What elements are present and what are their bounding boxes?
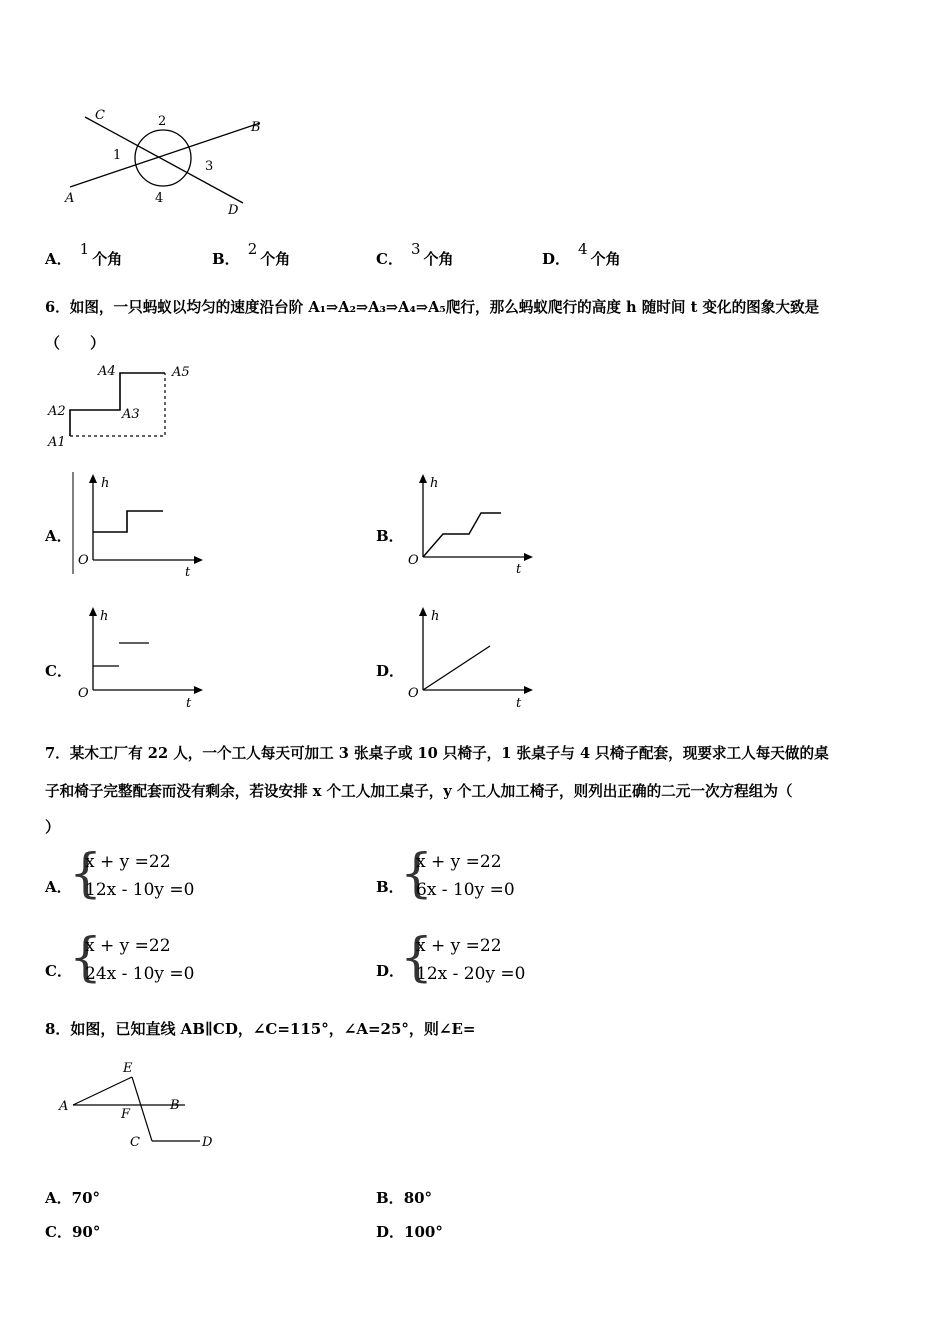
q8-option-d[interactable] <box>376 1221 443 1242</box>
option-letter: C． <box>45 1223 72 1241</box>
axis-origin: O <box>408 553 419 568</box>
option-unit: 个角 <box>590 250 621 268</box>
axis-h: h <box>431 609 440 624</box>
equation-1: x + y =22 <box>85 852 171 872</box>
line-ae <box>73 1077 132 1105</box>
q6-stem-line2: （ ） <box>45 334 106 352</box>
q8-option-c[interactable] <box>45 1221 100 1242</box>
brace-icon: { <box>69 928 103 988</box>
option-letter: D． <box>376 962 405 980</box>
brace-icon: { <box>69 844 103 904</box>
label-1: 1 <box>113 148 122 163</box>
q6-option-c-label[interactable]: C． <box>45 662 72 680</box>
label-e: E <box>123 1061 133 1076</box>
stair-dashed <box>70 373 165 436</box>
option-letter: D． <box>376 1223 405 1241</box>
option-letter: A． <box>45 1189 72 1207</box>
option-unit: 个角 <box>260 250 291 268</box>
label-a4: A4 <box>98 364 116 379</box>
q6-option-a-label[interactable]: A． <box>45 527 72 545</box>
line-ec <box>132 1077 152 1141</box>
axis-t: t <box>186 696 192 711</box>
axis-h: h <box>101 476 110 491</box>
brace-icon: { <box>400 928 434 988</box>
axis-h: h <box>100 609 109 624</box>
equation-2: 12x - 10y =0 <box>85 880 195 900</box>
label-a: A <box>59 1099 69 1114</box>
option-letter: C． <box>376 250 403 268</box>
option-letter: A． <box>45 250 72 268</box>
q5-figure <box>55 100 285 225</box>
label-b: B <box>251 120 261 135</box>
option-number: 1 <box>79 240 90 258</box>
brace-icon: { <box>400 844 434 904</box>
angle-circle <box>135 130 191 186</box>
axis-origin: O <box>78 553 89 568</box>
axis-t: t <box>516 696 522 711</box>
label-2: 2 <box>158 114 167 129</box>
option-letter: B． <box>376 878 404 896</box>
q5-option-d[interactable] <box>542 240 621 269</box>
option-value: 80° <box>403 1189 433 1207</box>
label-a1: A1 <box>48 435 66 450</box>
label-a5: A5 <box>172 365 190 380</box>
option-letter: A． <box>45 878 72 896</box>
label-4: 4 <box>155 191 164 206</box>
option-unit: 个角 <box>423 250 454 268</box>
q6-option-b-label[interactable]: B． <box>376 527 404 545</box>
axis-h: h <box>430 476 439 491</box>
option-unit: 个角 <box>92 250 123 268</box>
equation-1: x + y =22 <box>416 852 502 872</box>
label-a2: A2 <box>48 404 66 419</box>
option-number: 2 <box>247 240 258 258</box>
q8-option-a[interactable] <box>45 1187 100 1208</box>
option-value: 70° <box>71 1189 101 1207</box>
label-d: D <box>202 1135 213 1150</box>
label-d: D <box>228 203 239 218</box>
label-b: B <box>170 1098 180 1113</box>
option-number: 4 <box>578 240 588 258</box>
q7-stem-line1: 7．某木工厂有 22 人，一个工人每天可加工 3 张桌子或 10 只椅子，1 张桌子与 4 只椅子配套，现要求工人每天做的桌 <box>45 745 829 762</box>
q5-option-c[interactable] <box>376 240 454 269</box>
label-a3: A3 <box>122 407 140 422</box>
q8-figure <box>55 1055 225 1155</box>
axis-origin: O <box>78 686 89 701</box>
q6-stem-line1: 6．如图，一只蚂蚁以均匀的速度沿台阶 A₁⇒A₂⇒A₃⇒A₄⇒A₅爬行，那么蚂蚁爬行的高度 h 随时间 t 变化的图象大致是 <box>45 299 820 316</box>
option-letter: C． <box>45 962 72 980</box>
q6-graph-a[interactable] <box>70 470 210 580</box>
stair-path <box>70 373 165 436</box>
label-3: 3 <box>205 159 214 174</box>
label-f: F <box>121 1107 131 1122</box>
q8-stem: 8．如图，已知直线 AB∥CD，∠C=115°，∠A=25°，则∠E= <box>45 1020 476 1038</box>
label-c: C <box>95 108 105 123</box>
q5-option-a[interactable] <box>45 240 123 269</box>
equation-1: x + y =22 <box>85 936 171 956</box>
q7-stem-line2: 子和椅子完整配套而没有剩余，若设安排 x 个工人加工桌子，y 个工人加工椅子，则列出正确的二元一次方程组为（ <box>45 783 793 800</box>
q6-graph-d[interactable] <box>400 603 540 713</box>
label-a: A <box>65 191 75 206</box>
option-number: 3 <box>410 240 421 258</box>
q7-stem-line3: ） <box>45 818 61 836</box>
equation-2: 24x - 10y =0 <box>85 964 195 984</box>
axis-t: t <box>185 565 191 580</box>
option-letter: B． <box>212 250 240 268</box>
equation-2: 6x - 10y =0 <box>416 880 515 900</box>
option-letter: B． <box>376 1189 404 1207</box>
q6-option-d-label[interactable]: D． <box>376 662 405 680</box>
axis-t: t <box>516 562 522 577</box>
q6-stair-figure <box>40 358 200 453</box>
axis-origin: O <box>408 686 419 701</box>
q5-option-b[interactable] <box>212 240 291 269</box>
option-value: 100° <box>404 1223 443 1241</box>
option-value: 90° <box>71 1223 101 1241</box>
equation-1: x + y =22 <box>416 936 502 956</box>
q6-graph-b[interactable] <box>400 470 540 580</box>
line-ab <box>70 123 260 187</box>
q8-option-b[interactable] <box>376 1187 432 1208</box>
option-letter: D． <box>542 250 571 268</box>
q6-graph-c[interactable] <box>70 603 210 713</box>
equation-2: 12x - 20y =0 <box>416 964 526 984</box>
label-c: C <box>130 1135 140 1150</box>
